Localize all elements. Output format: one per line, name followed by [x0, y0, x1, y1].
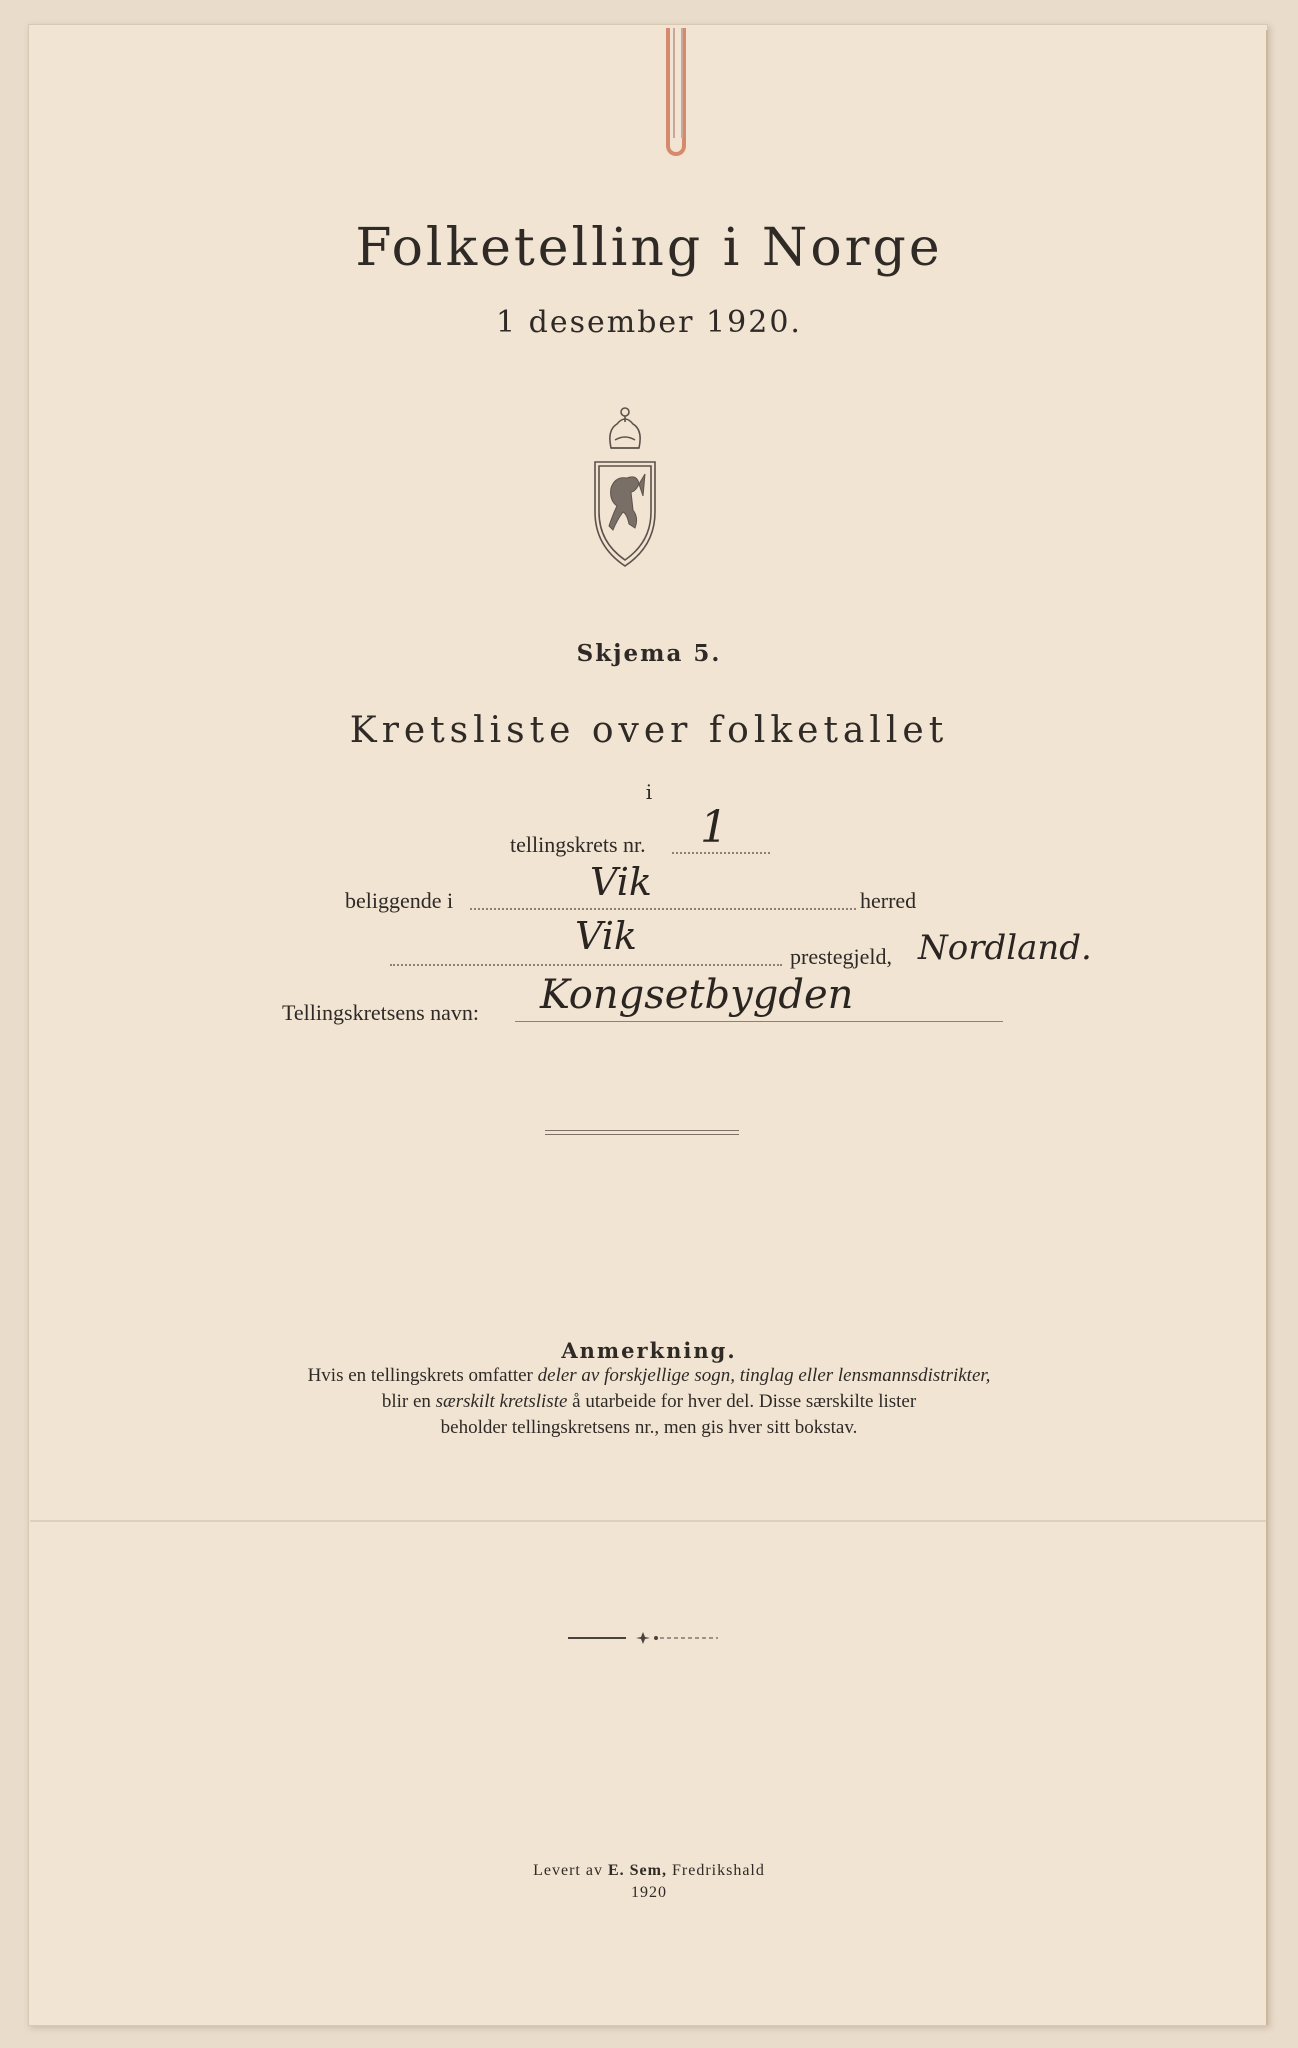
prestegjeld-value: Vik	[575, 914, 637, 958]
form-title: Folketelling i Norge	[355, 218, 943, 278]
note-line-2	[0, 1391, 1298, 1413]
note-line-2-text-a: blir en	[381, 1391, 436, 1412]
herred-line	[470, 908, 856, 910]
printer-place: Fredrikshald	[666, 1862, 765, 1879]
schema-label: Skjema 5.	[576, 640, 722, 667]
note-line-3: beholder tellingskretsens nr., men gis hver sitt bokstav.	[440, 1417, 858, 1438]
prestegjeld-label: prestegjeld,	[790, 944, 893, 969]
printer-year: 1920	[631, 1884, 667, 1901]
fold-line	[30, 1520, 1266, 1522]
note-line-2-text-c: å utarbeide for hver del. Disse særskilte lister	[567, 1391, 917, 1412]
paper-clip-inner	[673, 28, 683, 138]
norwegian-coat-of-arms-icon	[587, 400, 663, 572]
printer-line	[0, 1862, 1298, 1880]
navn-line	[515, 1021, 1003, 1022]
county-value: Nordland.	[918, 928, 1092, 968]
note-line-1-text: Hvis en tellingskrets omfatter	[307, 1365, 538, 1386]
navn-label: Tellingskretsens navn:	[282, 1000, 480, 1025]
note-line-1	[0, 1365, 1298, 1387]
note-title: Anmerkning.	[561, 1338, 737, 1363]
tellingskrets-value: 1	[700, 802, 728, 853]
beliggende-label: beliggende i	[345, 888, 454, 913]
herred-value: Vik	[590, 860, 652, 904]
connector-text: i	[645, 780, 653, 804]
form-heading: Kretsliste over folketallet	[349, 710, 949, 751]
note-line-1-emphasis: deler av forskjellige sogn, tinglag eller lensmannsdistrikter,	[537, 1365, 991, 1386]
double-rule	[545, 1130, 739, 1135]
tellingskrets-label: tellingskrets nr.	[510, 832, 646, 857]
divider-ornament-icon	[568, 1630, 718, 1646]
printer-name: E. Sem,	[607, 1862, 667, 1879]
note-line-2-emphasis: særskilt kretsliste	[435, 1391, 568, 1412]
census-date: 1 desember 1920.	[496, 305, 802, 340]
printer-prefix: Levert av	[533, 1862, 608, 1879]
navn-value: Kongsetbygden	[540, 972, 854, 1018]
herred-label: herred	[860, 888, 917, 913]
prestegjeld-line	[390, 964, 782, 966]
